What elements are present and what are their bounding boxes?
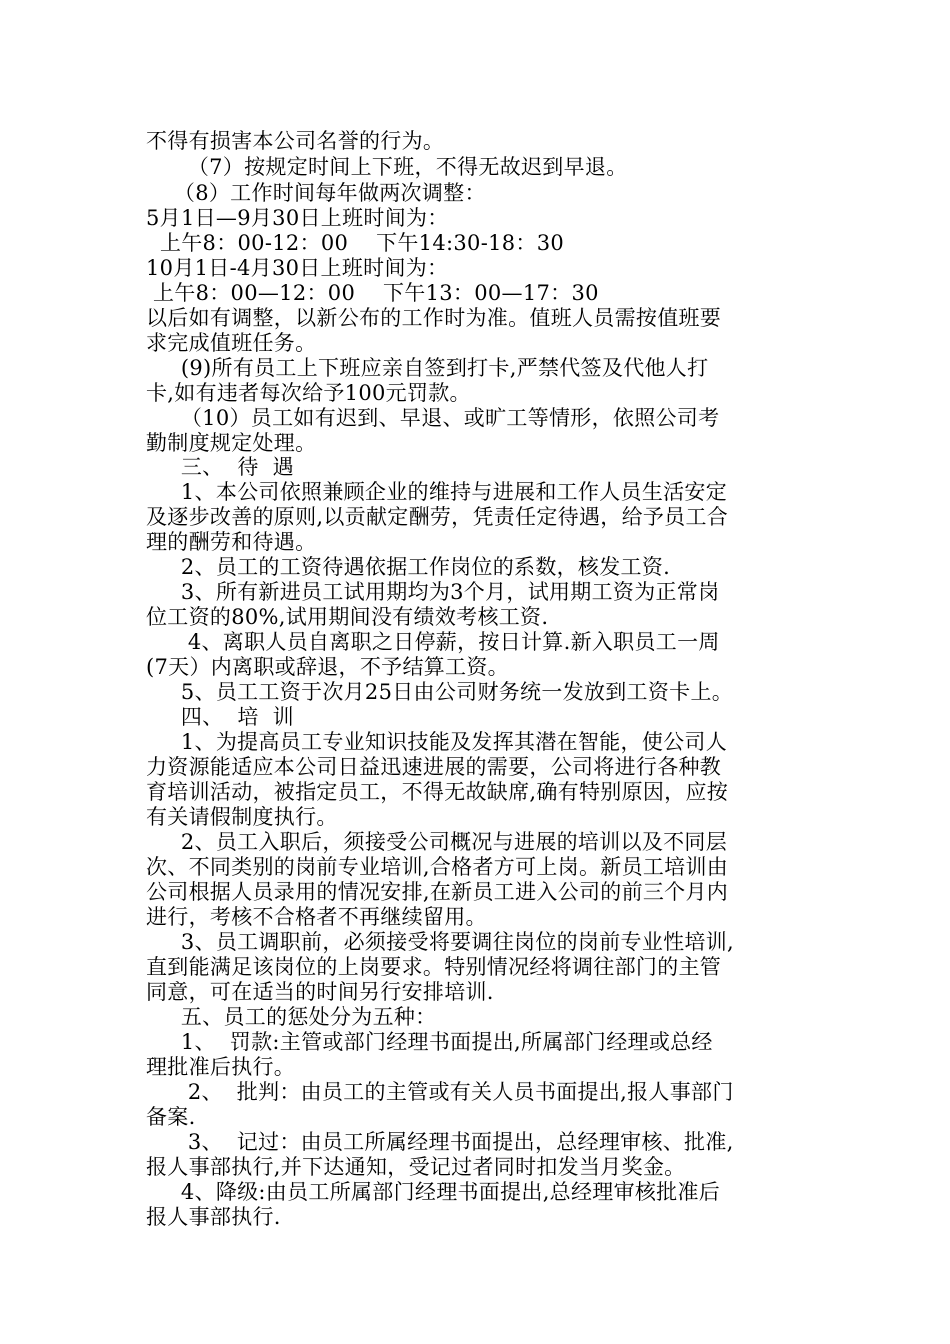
text-line: 1、 罚款:主管或部门经理书面提出,所属部门经理或总经 [146, 1030, 713, 1054]
text-line: 同意，可在适当的时间另行安排培训. [146, 980, 494, 1004]
text-line: 报人事部执行. [146, 1205, 281, 1229]
text-line: （8）工作时间每年做两次调整： [146, 181, 486, 205]
text-line: （10）员工如有迟到、早退、或旷工等情形，依照公司考 [146, 406, 720, 430]
text-line: 直到能满足该岗位的上岗要求。特别情况经将调往部门的主管 [146, 955, 722, 979]
text-line: 卡,如有违者每次给予100元罚款。 [146, 381, 471, 405]
text-line: （7）按规定时间上下班，不得无故迟到早退。 [146, 155, 628, 179]
text-line: 报人事部执行,并下达通知，受记过者同时扣发当月奖金。 [146, 1155, 686, 1179]
text-line: 2、员工的工资待遇依据工作岗位的系数，核发工资. [146, 555, 671, 579]
text-line: 5月1日—9月30日上班时间为： [146, 206, 449, 230]
text-line: 10月1日-4月30日上班时间为： [146, 256, 449, 280]
text-line: 理批准后执行。 [146, 1055, 296, 1079]
section-heading: 五、员工的惩处分为五种： [146, 1005, 437, 1029]
text-line: 5、员工工资于次月25日由公司财务统一发放到工资卡上。 [146, 680, 734, 704]
text-line: 公司根据人员录用的情况安排,在新员工进入公司的前三个月内 [146, 880, 729, 904]
text-line: (7天）内离职或辞退，不予结算工资。 [146, 655, 509, 679]
section-heading: 三、 待 遇 [146, 455, 294, 479]
text-line: 力资源能适应本公司日益迅速进展的需要，公司将进行各种教 [146, 755, 722, 779]
text-line: 1、本公司依照兼顾企业的维持与进展和工作人员生活安定 [146, 480, 728, 504]
text-line: 上午8：00-12：00 下午14:30-18：30 [146, 231, 565, 255]
text-line: 3、 记过：由员工所属经理书面提出，总经理审核、批准, [146, 1130, 734, 1154]
text-line: 2、员工入职后，须接受公司概况与进展的培训以及不同层 [146, 830, 728, 854]
text-line: 3、所有新进员工试用期均为3个月，试用期工资为正常岗 [146, 580, 720, 604]
text-line: 位工资的80%,试用期间没有绩效考核工资. [146, 605, 549, 629]
text-line: 理的酬劳和待遇。 [146, 530, 317, 554]
text-line: 次、不同类别的岗前专业培训,合格者方可上岗。新员工培训由 [146, 855, 729, 879]
text-line: (9)所有员工上下班应亲自签到打卡,严禁代签及代他人打 [146, 356, 709, 380]
section-heading: 四、 培 训 [146, 705, 294, 729]
text-line: 不得有损害本公司名誉的行为。 [146, 129, 445, 153]
text-line: 及逐步改善的原则,以贡献定酬劳，凭责任定待遇，给予员工合 [146, 505, 729, 529]
text-line: 2、 批判：由员工的主管或有关人员书面提出,报人事部门 [146, 1080, 734, 1104]
text-line: 4、离职人员自离职之日停薪，按日计算.新入职员工一周 [146, 630, 720, 654]
text-line: 勤制度规定处理。 [146, 431, 317, 455]
text-line: 求完成值班任务。 [146, 331, 317, 355]
text-line: 有关请假制度执行。 [146, 805, 338, 829]
text-line: 3、员工调职前，必须接受将要调往岗位的岗前专业性培训, [146, 930, 735, 954]
text-line: 育培训活动，被指定员工，不得无故缺席,确有特别原因，应按 [146, 780, 729, 804]
text-line: 1、为提高员工专业知识技能及发挥其潜在智能，使公司人 [146, 730, 728, 754]
text-line: 上午8：00—12：00 下午13：00—17：30 [146, 281, 599, 305]
text-line: 以后如有调整，以新公布的工作时为准。值班人员需按值班要 [146, 306, 722, 330]
text-line: 备案. [146, 1105, 196, 1129]
text-line: 4、降级:由员工所属部门经理书面提出,总经理审核批准后 [146, 1180, 721, 1204]
text-line: 进行，考核不合格者不再继续留用。 [146, 905, 487, 929]
